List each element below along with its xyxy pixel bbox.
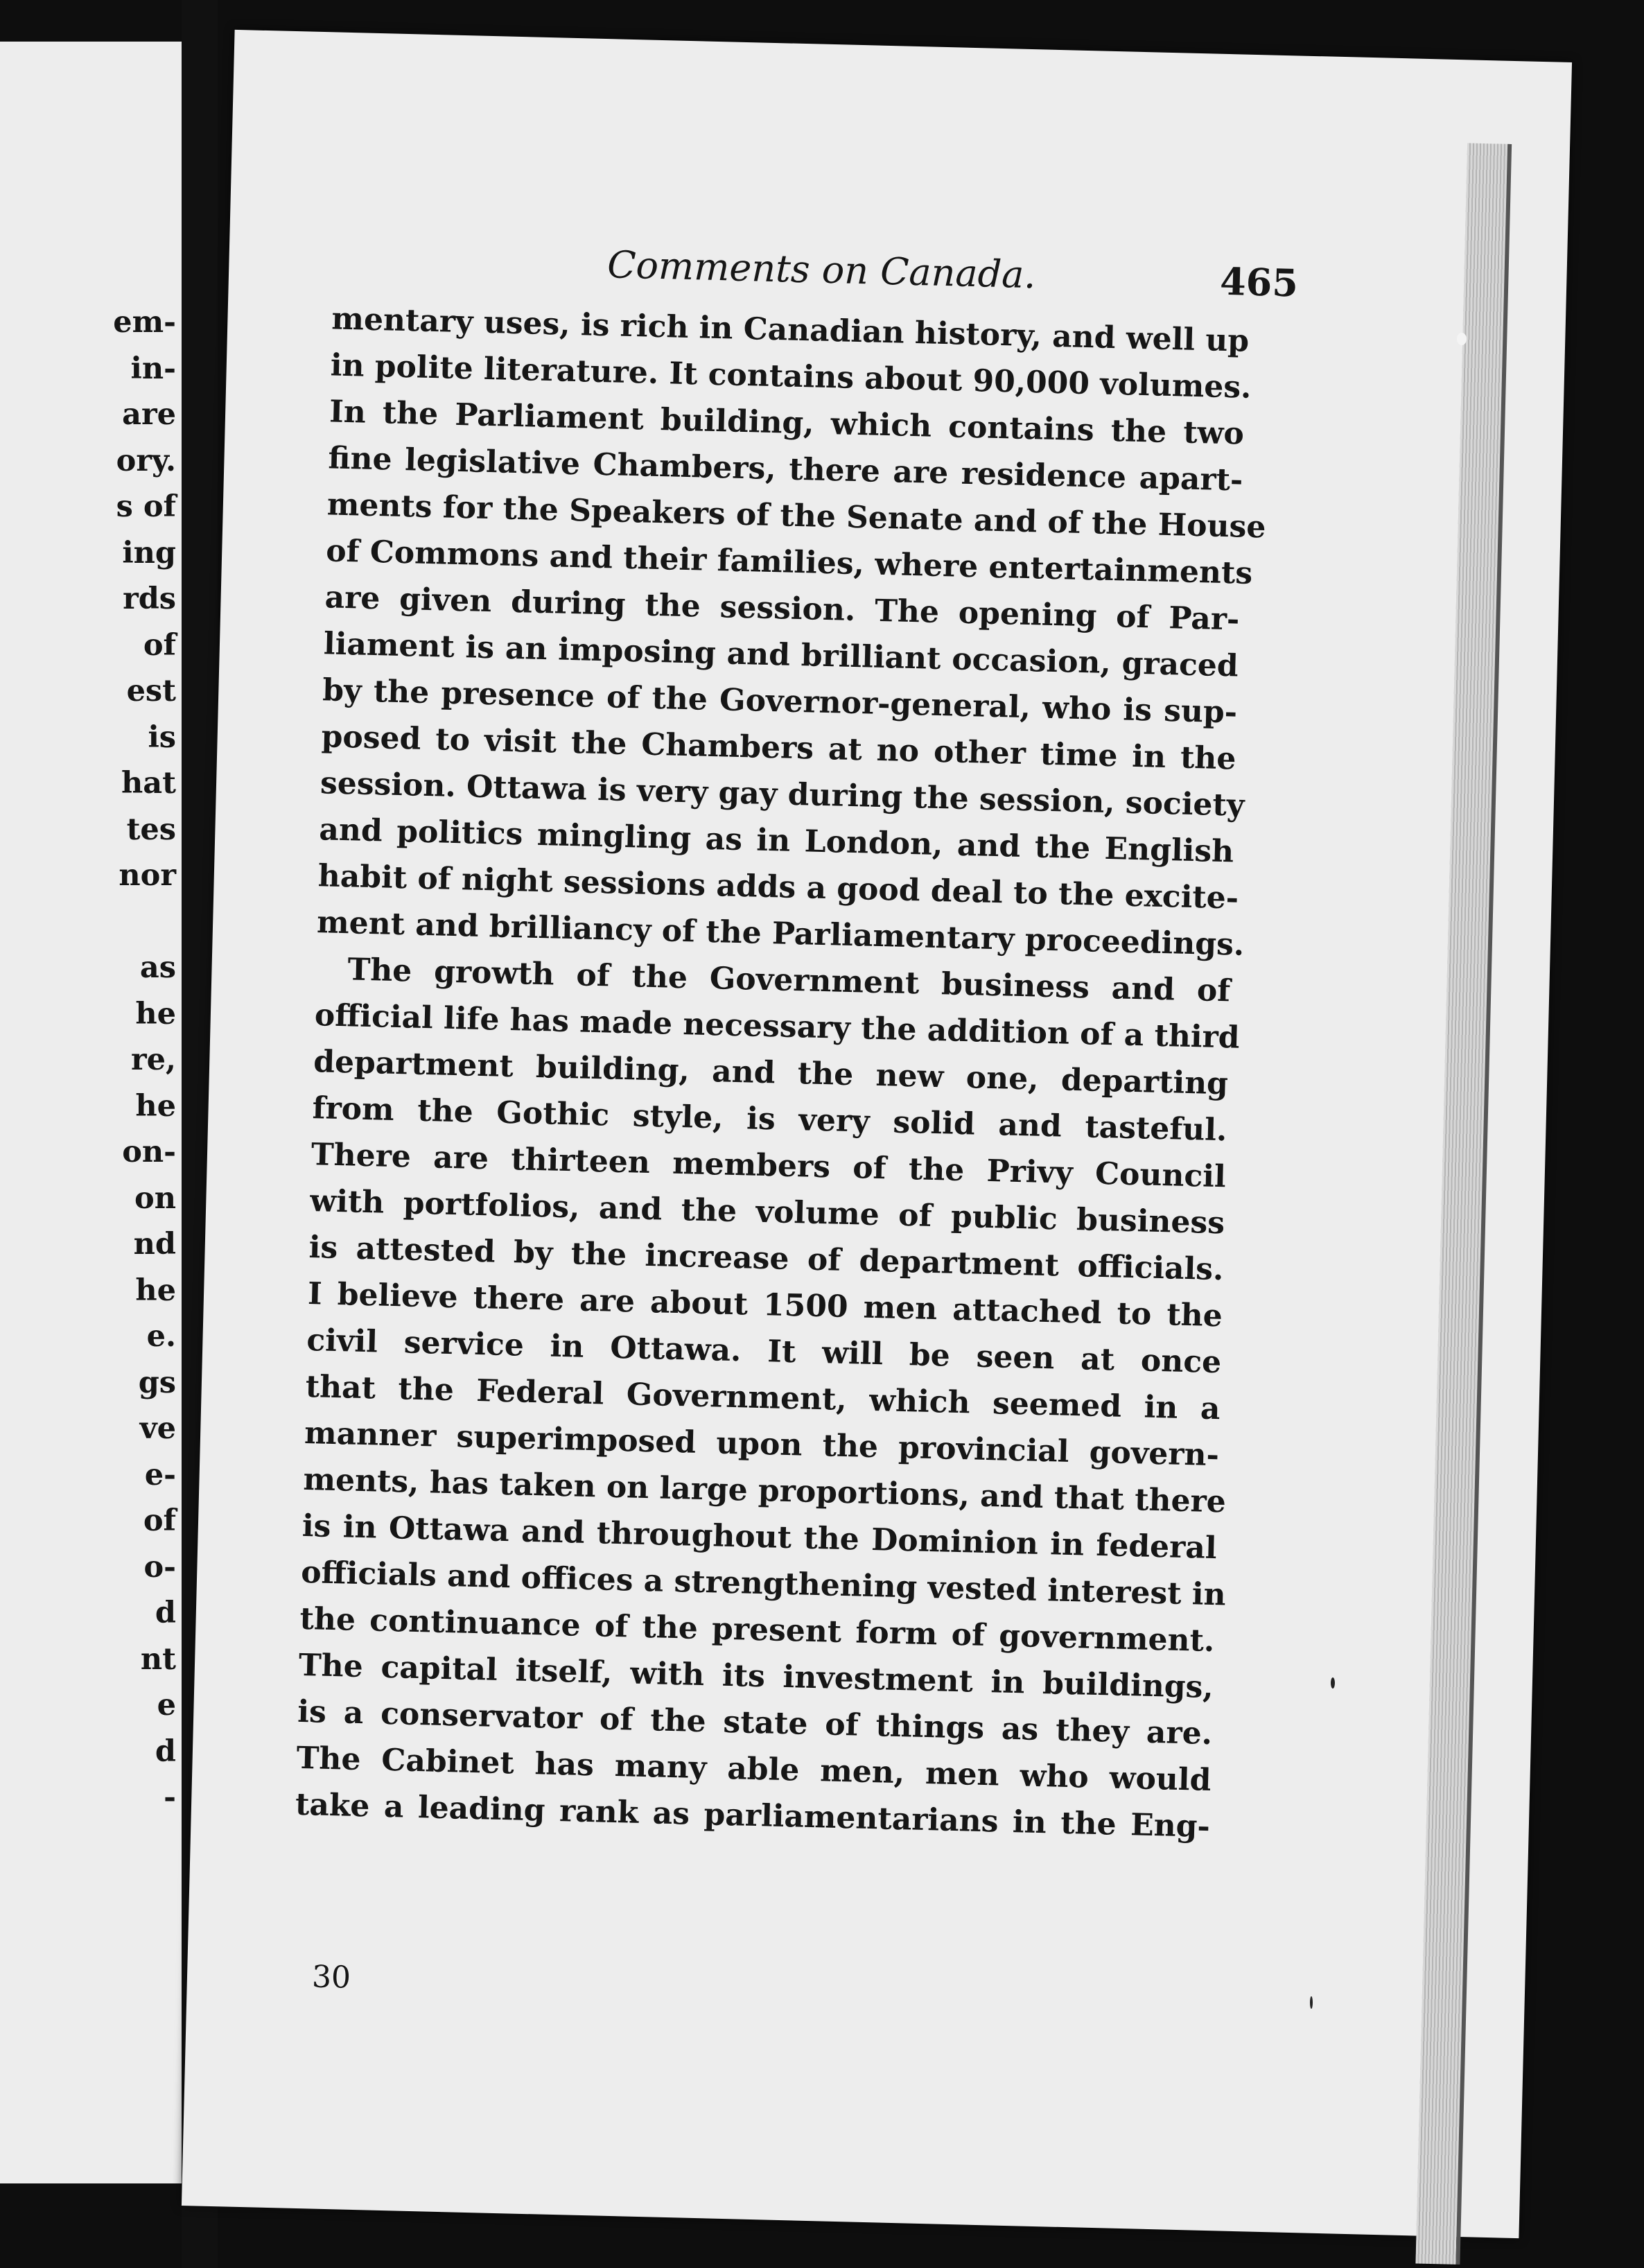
left-page-fragment: on- — [122, 1135, 176, 1169]
text-line: from the Gothic style, is very solid and tasteful. — [312, 1090, 1227, 1149]
left-page-fragment: of — [143, 1503, 176, 1538]
text-line: is a conservator of the state of things as they are. — [297, 1693, 1213, 1752]
text-line: are given during the session. The opening of Par- — [324, 579, 1240, 638]
dust-speck — [1457, 333, 1467, 345]
left-page-fragment: e — [157, 1688, 176, 1722]
left-page-fragment — [113, 899, 176, 945]
left-page-fragment: re, — [131, 1043, 176, 1077]
text-line: posed to visit the Chambers at no other time in the — [321, 719, 1236, 777]
left-page-text-fragments — [113, 299, 176, 1821]
text-line: ment and brilliancy of the Parliamentary proceedings. — [316, 905, 1245, 963]
left-page-fragment: he — [135, 1273, 176, 1308]
left-page-fragment: of — [143, 627, 176, 663]
dust-speck — [1331, 1677, 1335, 1689]
running-head: Comments on Canada. — [606, 243, 1037, 297]
left-page-fragment: in- — [130, 351, 176, 386]
left-page-fragment: est — [126, 674, 176, 708]
text-line: the continuance of the present form of government. — [299, 1600, 1215, 1659]
left-page-fragment: d — [155, 1596, 176, 1630]
left-page-fragment: hat — [121, 766, 176, 801]
text-line: by the presence of the Governor-general, who is sup- — [322, 672, 1238, 731]
text-line: is in Ottawa and throughout the Dominion in federal — [301, 1508, 1218, 1567]
left-page-fragment: on — [134, 1180, 176, 1216]
text-line: that the Federal Government, which seemed in a — [305, 1368, 1221, 1427]
text-line: in polite literature. It contains about 90,000 volumes. — [330, 347, 1252, 405]
text-line: habit of night sessions adds a good deal to the excite- — [317, 858, 1239, 916]
left-page-fragment: ve — [139, 1411, 176, 1446]
left-page-fragment: s of — [116, 489, 176, 524]
left-page-fragment: he — [135, 1088, 176, 1124]
body-text — [295, 295, 1266, 1850]
text-line: ments, has taken on large proportions, and that there — [302, 1461, 1227, 1520]
text-line: official life has made necessary the addition of a third — [314, 997, 1241, 1056]
text-line: department building, and the new one, departing — [313, 1044, 1229, 1102]
left-page-fragment: tes — [126, 812, 176, 847]
left-facing-page — [0, 42, 182, 2183]
text-line: There are thirteen members of the Privy Council — [311, 1137, 1227, 1195]
text-line: and politics mingling as in London, and the English — [318, 812, 1234, 870]
text-line: manner superimposed upon the provincial govern- — [304, 1415, 1220, 1474]
left-page-fragment: nt — [140, 1641, 176, 1677]
text-line: In the Parliament building, which contains the two — [329, 394, 1245, 452]
paragraph-1 — [316, 295, 1266, 968]
left-page-fragment: gs — [138, 1365, 176, 1400]
left-page-fragment: ing — [122, 535, 176, 570]
left-page-fragment: o- — [143, 1549, 176, 1585]
paragraph-2 — [295, 945, 1241, 1850]
text-line: ments for the Speakers of the Senate and of the House — [326, 487, 1266, 546]
text-line: of Commons and their families, where entertainments — [325, 533, 1253, 591]
left-page-fragment: as — [139, 950, 176, 985]
text-line: session. Ottawa is very gay during the session, society — [320, 765, 1245, 823]
signature-mark: 30 — [311, 1959, 351, 1996]
left-page-fragment: is — [148, 719, 176, 755]
left-page-fragment: nd — [133, 1227, 176, 1262]
left-page-fragment: e- — [144, 1457, 176, 1492]
text-line: officials and offices a strengthening vested interest in — [300, 1554, 1227, 1613]
page-stack-edge — [1415, 143, 1512, 2265]
text-line: is attested by the increase of department officials. — [308, 1230, 1224, 1288]
left-page-fragment: rds — [123, 582, 176, 616]
text-line: mentary uses, is rich in Canadian history, and well up — [331, 301, 1250, 359]
text-line: The Cabinet has many able men, men who would — [296, 1740, 1212, 1799]
text-line: civil service in Ottawa. It will be seen at once — [306, 1323, 1222, 1381]
left-page-fragment: ory. — [116, 443, 176, 478]
left-page-fragment: nor — [119, 858, 176, 893]
left-page-fragment: are — [122, 397, 176, 432]
page-number: 465 — [1219, 259, 1299, 306]
dust-speck — [1310, 1996, 1313, 2009]
left-page-fragment: d — [155, 1734, 176, 1769]
text-line: with portfolios, and the volume of public business — [309, 1183, 1225, 1241]
left-page-fragment: em- — [113, 305, 176, 340]
text-line: The capital itself, with its investment in buildings, — [298, 1647, 1214, 1706]
text-line: take a leading rank as parliamentarians in the Eng- — [295, 1786, 1211, 1845]
left-page-fragment: e. — [146, 1319, 176, 1354]
left-page-fragment: he — [135, 996, 176, 1031]
text-line: I believe there are about 1500 men attached to the — [307, 1276, 1223, 1334]
text-line: fine legislative Chambers, there are residence apart- — [327, 440, 1243, 498]
main-page — [182, 30, 1572, 2238]
text-line: liament is an imposing and brilliant occasion, graced — [323, 626, 1239, 684]
text-line: The growth of the Government business and of — [347, 952, 1231, 1009]
left-page-fragment: - — [164, 1780, 176, 1815]
